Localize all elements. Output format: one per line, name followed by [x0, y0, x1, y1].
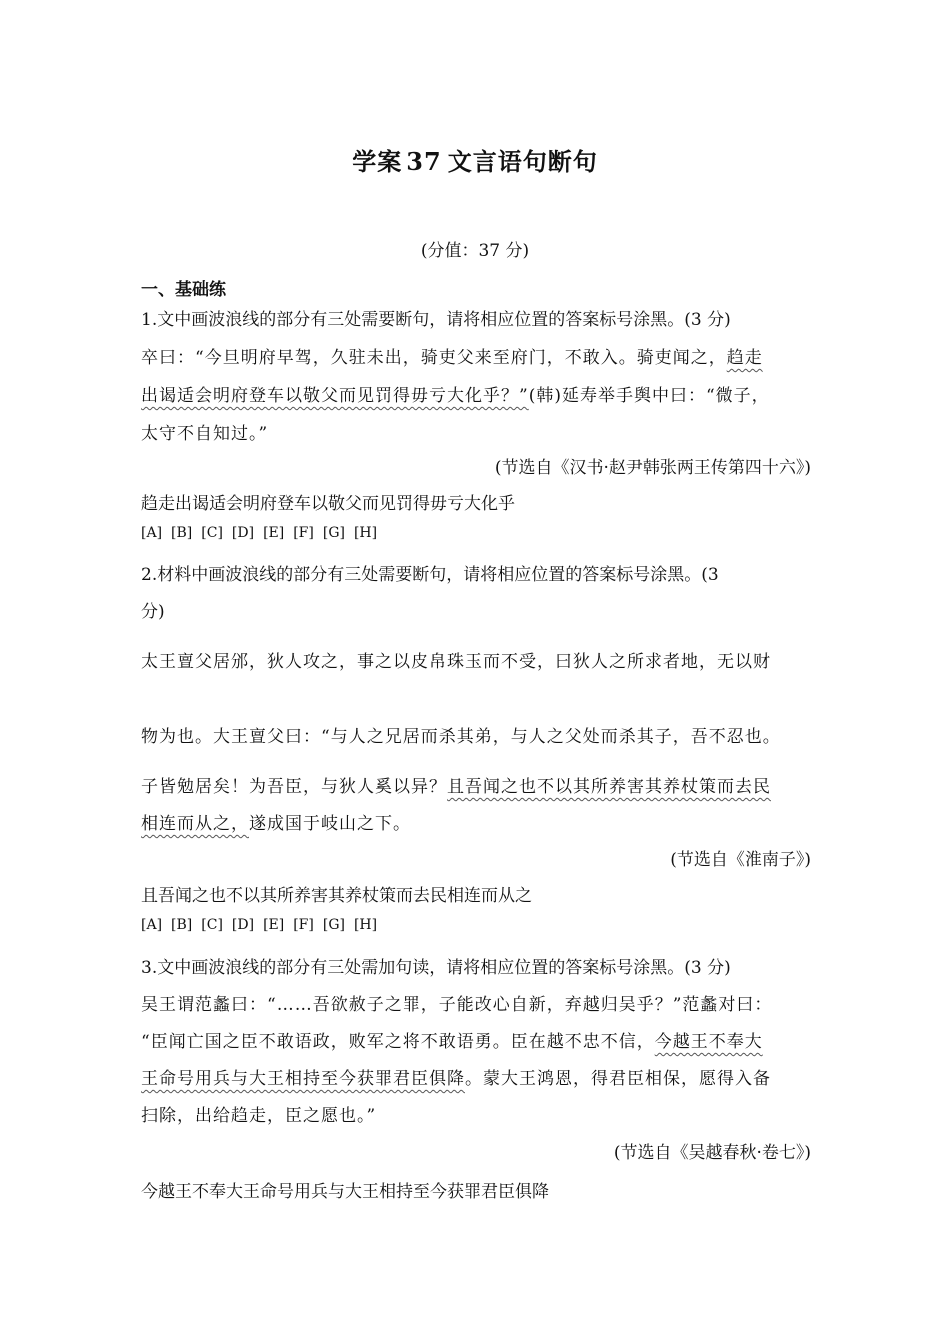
option-a[interactable]: [A] — [141, 525, 163, 541]
option-h[interactable]: [H] — [353, 525, 378, 541]
q2-passage-line-4 — [141, 812, 813, 836]
q3-passage-text: 。蒙大王鸿恩，得君臣相保，愿得入备 — [465, 1069, 771, 1089]
q1-passage-text: 卒曰：“今旦明府早驾，久驻未出，骑吏父来至府门，不敢入。骑吏闻之， — [141, 348, 727, 368]
title-prefix: 学案 — [352, 147, 403, 176]
q1-passage-text: (韩)延寿举手舆中曰：“微子， — [528, 386, 770, 406]
q2-passage-text: 子皆勉居矣！为吾臣，与狄人奚以异？ — [141, 777, 447, 797]
q3-passage-line-1: 吴王谓范蠡曰：“……吾欲赦子之罪，子能改心自新，弃越归吴乎？”范蠡对曰： — [141, 995, 773, 1015]
title-text: 文言语句断句 — [447, 147, 598, 176]
score-line: (分值：37 分) — [420, 241, 530, 261]
q3-passage-text: “臣闻亡国之臣不敢语政，败军之将不敢语勇。臣在越不忠不信， — [141, 1032, 655, 1052]
q1-passage-line-3: 太守不自知过。” — [141, 424, 269, 444]
q2-wavy-text: 且吾闻之也不以其所养害其养杖策而去民 — [447, 777, 771, 797]
q3-sentence: 今越王不奉大王命号用兵与大王相持至今获罪君臣俱降 — [141, 1182, 549, 1202]
option-a[interactable]: [A] — [141, 917, 163, 933]
q3-passage-line-3 — [141, 1067, 813, 1091]
q3-passage-line-4: 扫除，出给趋走，臣之愿也。” — [141, 1106, 377, 1126]
section-heading: 一、基础练 — [141, 280, 226, 300]
option-g[interactable]: [G] — [322, 525, 345, 541]
q1-wavy-text: 趋走 — [726, 348, 763, 368]
title-number: 37 — [406, 147, 442, 176]
option-e[interactable]: [E] — [263, 917, 285, 933]
q3-passage-line-2 — [141, 1030, 813, 1054]
q2-stem-line-2: 分) — [141, 602, 165, 622]
option-b[interactable]: [B] — [171, 917, 193, 933]
q3-wavy-text: 王命号用兵与大王相持至今获罪君臣俱降 — [141, 1069, 465, 1089]
q2-passage-line-3 — [141, 775, 813, 799]
q2-wavy-text: 相连而从之， — [141, 814, 249, 834]
q1-source: (节选自《汉书·赵尹韩张两王传第四十六》) — [494, 458, 811, 478]
option-e[interactable]: [E] — [263, 525, 285, 541]
q2-passage-text: 遂成国于岐山之下。 — [249, 814, 411, 834]
q2-passage-line-1: 太王亶父居邠，狄人攻之，事之以皮帛珠玉而不受，曰狄人之所求者地，无以财 — [141, 652, 771, 672]
q1-wavy-text: 出谒适会明府登车以敬父而见罚得毋亏大化乎？” — [141, 386, 529, 406]
q3-stem: 3.文中画波浪线的部分有三处需加句读，请将相应位置的答案标号涂黑。(3 分) — [141, 958, 731, 978]
q1-stem: 1.文中画波浪线的部分有三处需要断句，请将相应位置的答案标号涂黑。(3 分) — [141, 310, 731, 330]
q2-option-row — [141, 915, 386, 935]
option-c[interactable]: [C] — [201, 917, 223, 933]
q1-option-row — [141, 523, 386, 543]
q1-passage-line-1 — [141, 346, 813, 370]
option-f[interactable]: [F] — [293, 917, 314, 933]
q2-source: (节选自《淮南子》) — [670, 850, 811, 870]
option-g[interactable]: [G] — [322, 917, 345, 933]
q3-source: (节选自《吴越春秋·卷七》) — [613, 1143, 811, 1163]
option-d[interactable]: [D] — [231, 525, 255, 541]
q3-wavy-text: 今越王不奉大 — [654, 1032, 763, 1052]
q2-stem-line-1: 2.材料中画波浪线的部分有三处需要断句，请将相应位置的答案标号涂黑。(3 — [141, 565, 719, 585]
option-c[interactable]: [C] — [201, 525, 223, 541]
q2-passage-line-2: 物为也。大王亶父曰：“与人之兄居而杀其弟，与人之父处而杀其子，吾不忍也。 — [141, 727, 781, 747]
option-d[interactable]: [D] — [231, 917, 255, 933]
option-f[interactable]: [F] — [293, 525, 314, 541]
option-h[interactable]: [H] — [353, 917, 378, 933]
q2-sentence: 且吾闻之也不以其所养害其养杖策而去民相连而从之 — [141, 886, 532, 906]
page-title — [0, 142, 950, 177]
q1-sentence: 趋走出谒适会明府登车以敬父而见罚得毋亏大化乎 — [141, 494, 515, 514]
q1-passage-line-2 — [141, 384, 813, 408]
option-b[interactable]: [B] — [171, 525, 193, 541]
